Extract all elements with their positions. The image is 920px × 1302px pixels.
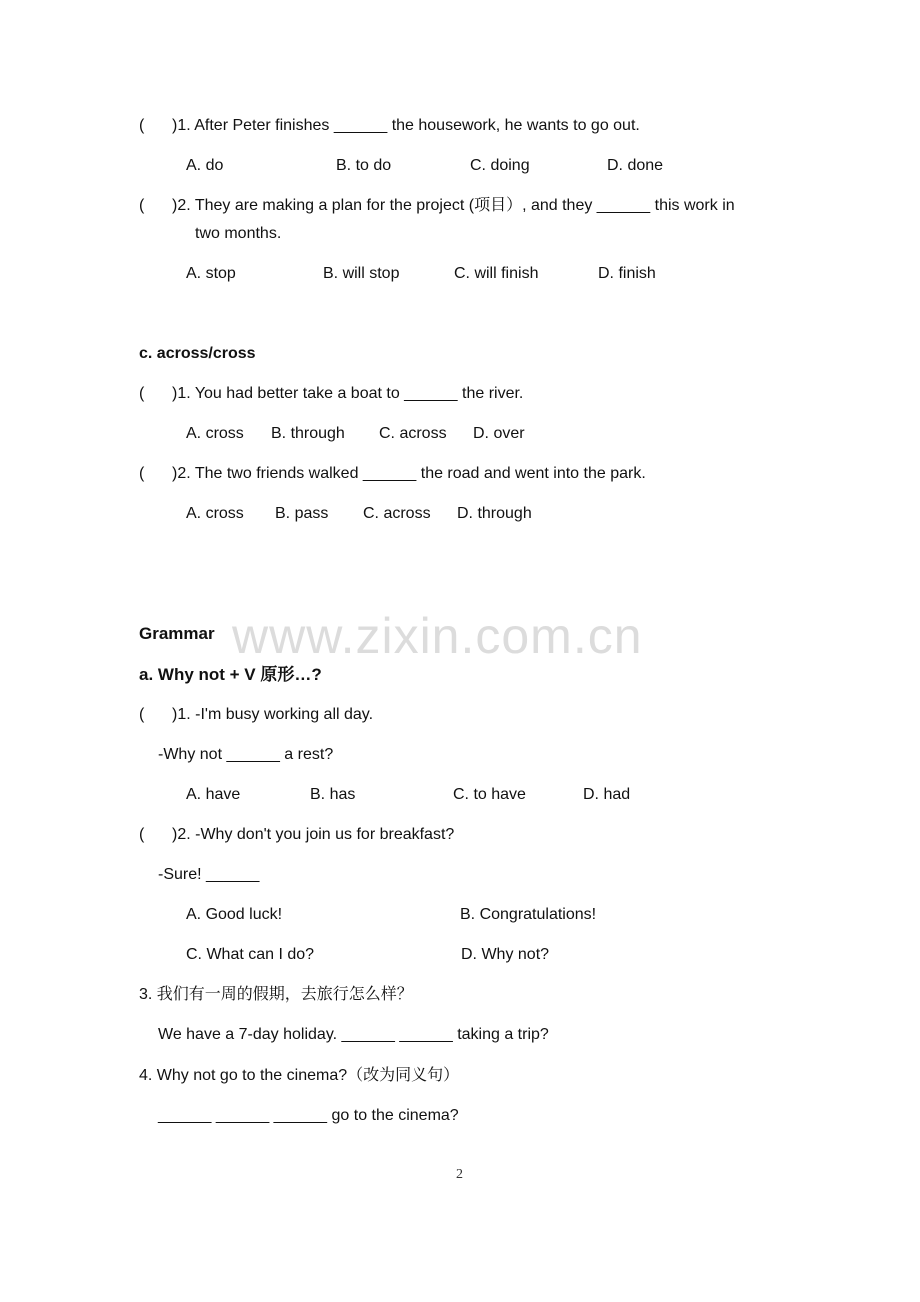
option-c: C. to have <box>453 786 526 803</box>
answer-paren: ( <box>139 706 145 723</box>
option-b: B. pass <box>275 505 329 522</box>
option-b: B. to do <box>336 157 392 174</box>
question-text: )2. -Why don't you join us for breakfast? <box>172 826 455 843</box>
option-a: A. Good luck! <box>186 906 283 923</box>
question-line-2: We have a 7-day holiday. ______ ______ taking a trip? <box>158 1026 549 1043</box>
question-text-continued: two months. <box>195 225 282 242</box>
answer-paren: ( <box>139 385 145 402</box>
grammar-sub-heading: a. Why not + V 原形…? <box>139 665 322 684</box>
option-a: A. stop <box>186 265 236 282</box>
question-text: )2. The two friends walked ______ the road and went into the park. <box>172 465 646 482</box>
option-d: D. Why not? <box>461 946 550 963</box>
answer-paren: ( <box>139 826 145 843</box>
question-text: )2. They are making a plan for the project (项目）, and they ______ this work in <box>172 197 735 214</box>
option-a: A. do <box>186 157 224 174</box>
option-c: C. will finish <box>454 265 539 282</box>
question-line-2: -Sure! ______ <box>158 866 260 883</box>
option-d: D. over <box>473 425 525 442</box>
option-c: C. across <box>379 425 447 442</box>
page-number: 2 <box>456 1167 463 1182</box>
option-d: D. done <box>607 157 664 174</box>
option-c: C. doing <box>470 157 530 174</box>
option-d: D. had <box>583 786 631 803</box>
question-line-2: -Why not ______ a rest? <box>158 746 334 763</box>
option-b: B. will stop <box>323 265 400 282</box>
question-text: 4. Why not go to the cinema?（改为同义句） <box>139 1067 460 1084</box>
option-c: C. across <box>363 505 431 522</box>
option-d: D. through <box>457 505 532 522</box>
option-a: A. cross <box>186 505 244 522</box>
answer-paren: ( <box>139 465 145 482</box>
watermark: www.zixin.com.cn <box>232 608 643 664</box>
answer-paren: ( <box>139 197 145 214</box>
option-b: B. has <box>310 786 356 803</box>
question-text: )1. You had better take a boat to ______ the river. <box>172 385 524 402</box>
question-text: 3. 我们有一周的假期，去旅行怎么样？ <box>139 986 413 1003</box>
option-b: B. through <box>271 425 345 442</box>
option-b: B. Congratulations! <box>460 906 597 923</box>
option-d: D. finish <box>598 265 656 282</box>
option-a: A. cross <box>186 425 244 442</box>
answer-paren: ( <box>139 117 145 134</box>
question-line-2: ______ ______ ______ go to the cinema? <box>158 1107 459 1124</box>
option-c: C. What can I do? <box>186 946 315 963</box>
grammar-heading: Grammar <box>139 624 215 643</box>
option-a: A. have <box>186 786 241 803</box>
question-text: )1. -I'm busy working all day. <box>172 706 374 723</box>
question-text: )1. After Peter finishes ______ the housework, he wants to go out. <box>172 117 640 134</box>
section-heading: c. across/cross <box>139 345 256 362</box>
